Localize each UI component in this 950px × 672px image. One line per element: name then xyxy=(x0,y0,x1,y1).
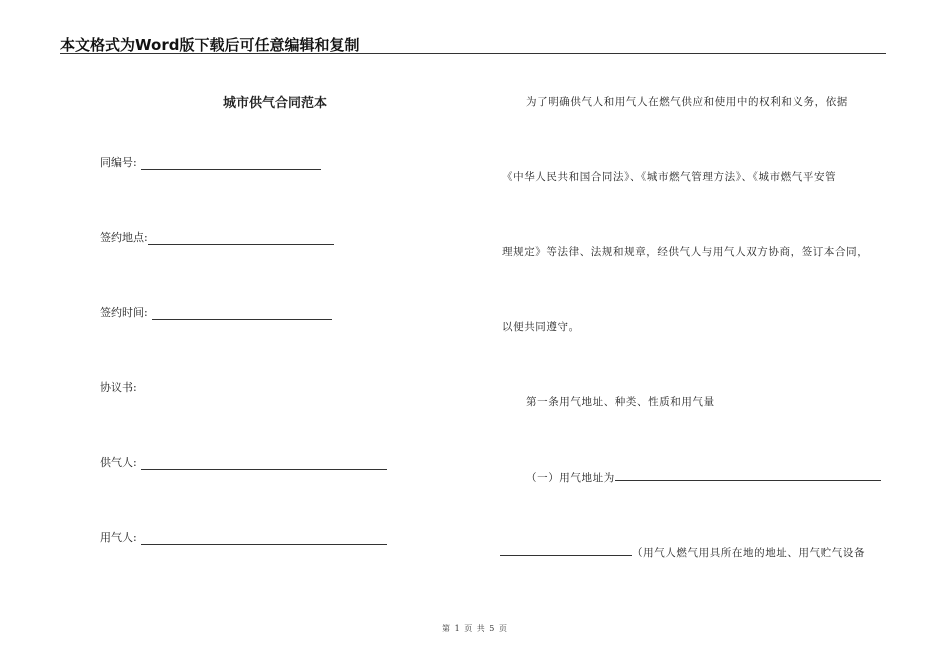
paragraph-line-2: 《中华人民共和国合同法》、《城市燃气管理方法》、《城市燃气平安管 xyxy=(502,171,837,183)
item-1-note: （用气人燃气用具所在地的地址、用气贮气设备 xyxy=(632,547,866,559)
sign-time-label: 签约时间: xyxy=(100,306,148,319)
page-number: 第 1 页 共 5 页 xyxy=(442,624,508,633)
article-1-heading: 第一条用气地址、种类、性质和用气量 xyxy=(526,396,715,408)
article-1-item-1 xyxy=(526,469,881,485)
user-field xyxy=(100,529,387,545)
paragraph-line-3: 理规定》等法律、法规和规章，经供气人与用气人双方协商，签订本合同， xyxy=(502,246,869,258)
supplier-blank xyxy=(141,457,387,470)
item-1-label: （一）用气地址为 xyxy=(526,472,615,484)
user-label: 用气人: xyxy=(100,531,137,544)
agreement-label: 协议书: xyxy=(100,381,137,394)
sign-place-field xyxy=(100,229,334,245)
user-blank xyxy=(141,532,387,545)
sign-place-label: 签约地点: xyxy=(100,231,148,244)
paragraph-line-1: 为了明确供气人和用气人在燃气供应和使用中的权利和义务，依据 xyxy=(526,96,848,108)
article-1-item-1-continued xyxy=(500,544,865,560)
item-1-blank xyxy=(615,469,881,481)
supplier-label: 供气人: xyxy=(100,456,137,469)
sign-time-field xyxy=(100,304,332,320)
contract-number-blank xyxy=(141,157,321,170)
document-header-title: 本文格式为Word版下载后可任意编辑和复制 xyxy=(60,36,360,54)
sign-time-blank xyxy=(152,307,332,320)
contract-number-field xyxy=(100,154,321,170)
paragraph-line-4: 以便共同遵守。 xyxy=(502,321,580,333)
item-1-continued-blank xyxy=(500,544,632,556)
agreement-field xyxy=(100,379,137,395)
document-title: 城市供气合同范本 xyxy=(222,96,327,111)
supplier-field xyxy=(100,454,387,470)
contract-number-label: 同编号: xyxy=(100,156,137,169)
sign-place-blank xyxy=(148,232,334,245)
header-divider xyxy=(60,53,886,54)
